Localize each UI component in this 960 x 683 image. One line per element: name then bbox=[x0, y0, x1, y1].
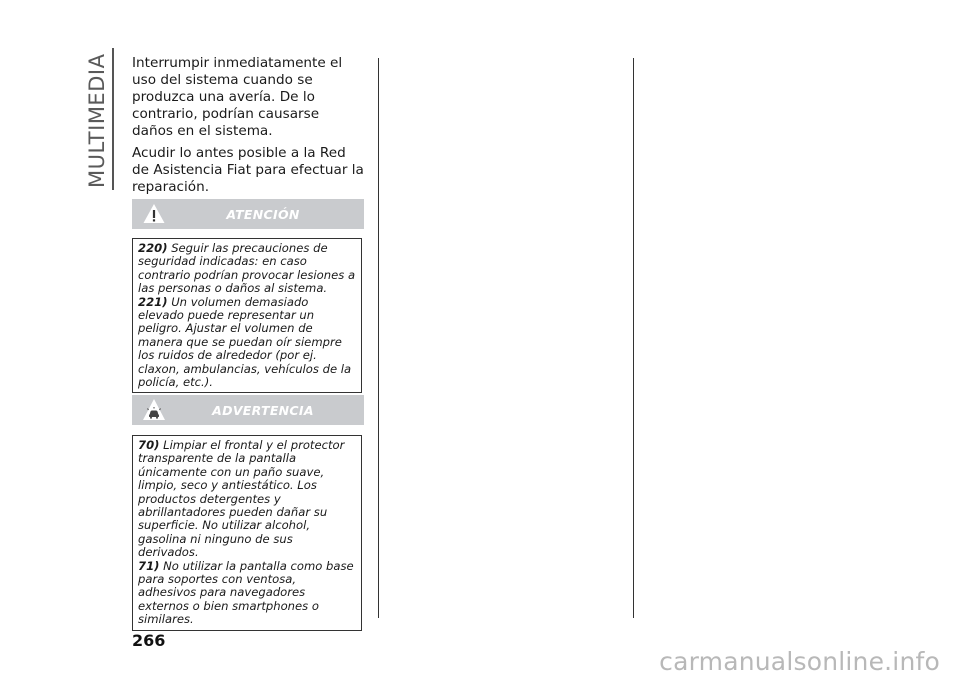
notice-item-number: 71) bbox=[138, 558, 160, 573]
column-divider-2 bbox=[633, 58, 634, 618]
notice-body bbox=[132, 435, 362, 631]
section-title-rule bbox=[112, 48, 114, 190]
warning-item bbox=[138, 296, 357, 390]
warning-item-number: 220) bbox=[138, 241, 168, 255]
notice-item bbox=[138, 439, 357, 560]
warning-item-number: 221) bbox=[138, 294, 168, 309]
body-paragraph-2: Acudir lo antes posible a la Red de Asistencia Fiat para efectuar la reparación. bbox=[132, 145, 364, 195]
notice-item-number: 70) bbox=[138, 438, 160, 452]
warning-item bbox=[138, 242, 357, 296]
warning-item-text: Seguir las precauciones de seguridad indicadas: en caso contrario podrían provocar lesiones a las personas o daños al sistema. bbox=[138, 241, 356, 296]
watermark: carmanualsonline.info bbox=[659, 647, 940, 676]
notice-item-text: Limpiar el frontal y el protector transparente de la pantalla únicamente con un paño suave, limpio, seco y antiestático. Los productos detergentes y abrillantadores pueden dañar su superficie. No utilizar alcohol, gasolina ni ninguno de sus derivados. bbox=[138, 438, 345, 560]
page-number: 266 bbox=[132, 631, 166, 650]
warning-header bbox=[132, 199, 364, 229]
body-text bbox=[132, 55, 364, 201]
notice-item bbox=[138, 560, 357, 627]
notice-title: ADVERTENCIA bbox=[212, 403, 314, 418]
notice-item-text: No utilizar la pantalla como base para soportes con ventosa, adhesivos para navegadores externos o bien smartphones o similares. bbox=[138, 558, 354, 627]
column-divider-1 bbox=[378, 58, 379, 618]
warning-item-text: Un volumen demasiado elevado puede representar un peligro. Ajustar el volumen de manera que se puedan oír siempre los ruidos de alrededor (por ej. claxon, ambulancias, vehículos de la policía, etc.). bbox=[138, 294, 352, 390]
notice-header bbox=[132, 395, 364, 425]
warning-body bbox=[132, 238, 362, 393]
body-paragraph-1: Interrumpir inmediatamente el uso del sistema cuando se produzca una avería. De lo contrario, podrían causarse daños en el sistema. bbox=[132, 55, 343, 139]
warning-title: ATENCIÓN bbox=[226, 207, 300, 222]
section-title-vertical: MULTIMEDIA bbox=[85, 53, 109, 188]
